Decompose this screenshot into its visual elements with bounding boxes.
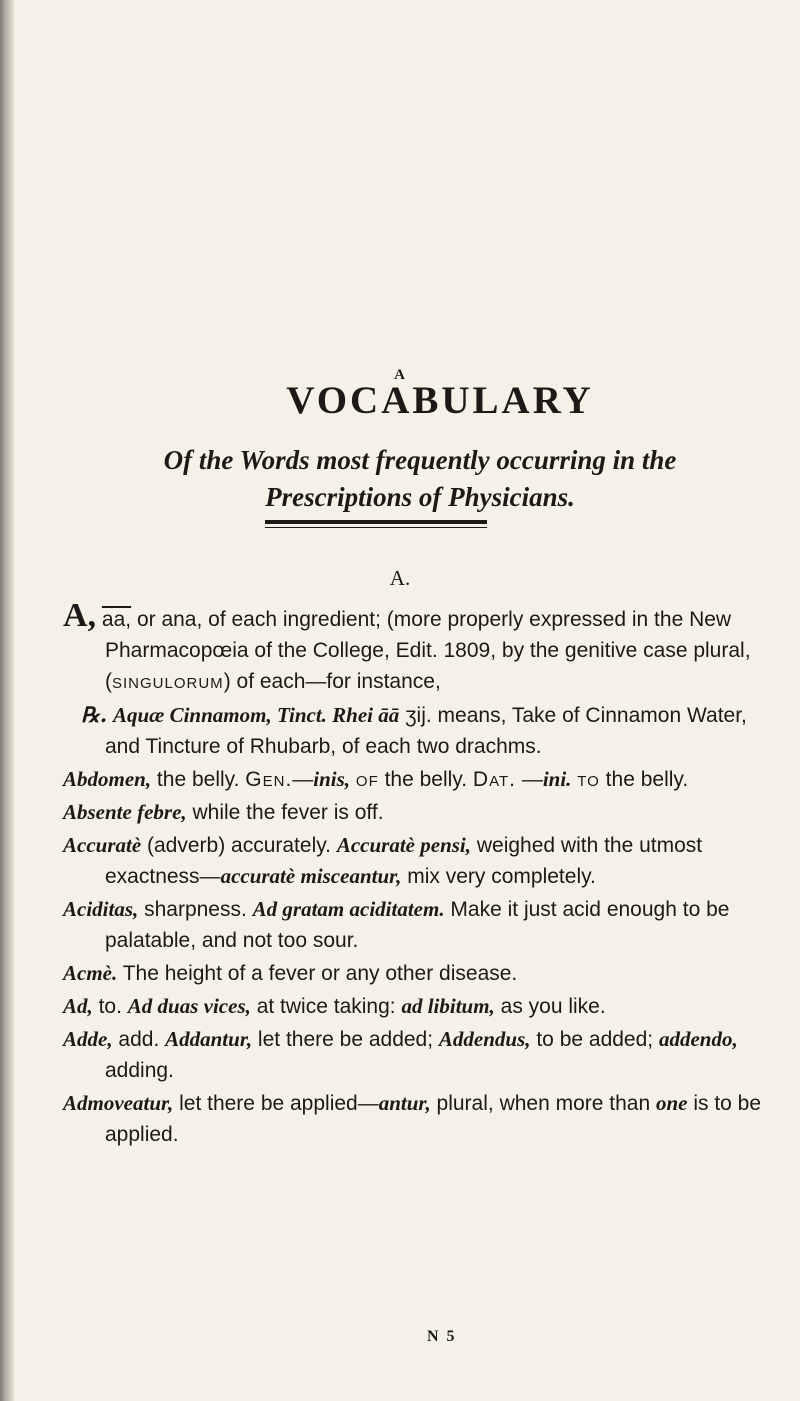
- entry-text: adding.: [105, 1059, 174, 1082]
- entry-text: while the fever is off.: [186, 801, 384, 824]
- entry-head: Aciditas,: [63, 897, 139, 921]
- entry-latin: Aquæ Cinnamom, Tinct. Rhei āā: [112, 703, 400, 727]
- entry-absente-febre: [63, 797, 763, 828]
- entry-head: Absente febre,: [63, 800, 187, 824]
- entry-text: to.: [92, 995, 128, 1018]
- entry-smallcaps: to: [577, 768, 600, 791]
- entry-text: the belly.: [599, 768, 689, 791]
- entry-text: —: [515, 768, 543, 791]
- entry-head: Admoveatur,: [63, 1091, 174, 1115]
- entry-latin: antur,: [378, 1091, 431, 1115]
- entry-aciditas: [63, 894, 763, 956]
- entry-text: mix very completely.: [401, 865, 596, 888]
- entry-text: is to be applied.: [105, 1092, 762, 1146]
- entry-accurate: [63, 830, 763, 892]
- entry-latin: addendo,: [658, 1027, 738, 1051]
- entry-a: [63, 597, 763, 697]
- entry-text: (adverb) accurately.: [141, 834, 337, 857]
- thick-divider: [265, 520, 487, 524]
- entry-smallcaps: of: [355, 768, 379, 791]
- subtitle-line-1: Of the Words most frequently occurring in the: [163, 445, 677, 475]
- entry-head: A,: [63, 597, 97, 634]
- entry-head: Acmè.: [63, 961, 118, 985]
- entry-head: Accuratè: [63, 833, 142, 857]
- thin-divider: [265, 527, 487, 528]
- entry-head: Abdomen,: [63, 767, 152, 791]
- title-article: A: [394, 367, 406, 383]
- entry-admoveatur: [63, 1088, 763, 1150]
- entry-text: sharpness.: [138, 898, 253, 921]
- signature-mark: N 5: [427, 1328, 457, 1345]
- entry-text: —: [292, 768, 314, 791]
- entry-adde: [63, 1024, 763, 1086]
- entry-text: the belly.: [378, 768, 473, 791]
- entry-latin: Accuratè pensi,: [336, 833, 472, 857]
- entry-latin: accuratè misceantur,: [220, 864, 402, 888]
- entry-text: to be added;: [530, 1028, 659, 1051]
- entry-text: means, Take of Cinnamon Water, and Tincture of Rhubarb, of each two drachms.: [105, 704, 747, 758]
- entry-text: at twice taking:: [250, 995, 402, 1018]
- entry-abdomen: [63, 764, 763, 795]
- entry-latin: inis,: [313, 767, 351, 791]
- vocabulary-entries: [63, 597, 763, 1152]
- entry-smallcaps: Gen.: [245, 768, 293, 791]
- entry-text: ) of each—for instance,: [223, 670, 441, 693]
- entry-latin: Ad duas vices,: [127, 994, 251, 1018]
- entry-latin: one: [656, 1091, 688, 1115]
- dose: ʒij.: [405, 704, 432, 727]
- entry-rx-example: [63, 699, 763, 762]
- entry-text: let there be added;: [252, 1028, 439, 1051]
- entry-text: let there be applied—: [173, 1092, 379, 1115]
- entry-smallcaps: singulorum: [112, 670, 224, 693]
- entry-head: Adde,: [63, 1027, 113, 1051]
- section-letter: A.: [389, 566, 411, 590]
- entry-text: the belly.: [151, 768, 246, 791]
- entry-latin: Addendus,: [438, 1027, 531, 1051]
- entry-text: add.: [112, 1028, 166, 1051]
- entry-smallcaps: Dat.: [472, 768, 516, 791]
- page-title: VOCABULARY: [286, 379, 594, 422]
- entry-text: The height of a fever or any other disease.: [117, 962, 518, 985]
- entry-latin: ad libitum,: [401, 994, 495, 1018]
- entry-acme: [63, 958, 763, 989]
- entry-text: or ana, of each ingredient; (more properly expressed in the New Pharmacopœia of the College, Edit. 1809, by the genitive case plural, (: [105, 608, 751, 693]
- entry-text: as you like.: [494, 995, 606, 1018]
- entry-text: Make it just acid enough to be palatable, and not too sour.: [105, 898, 730, 952]
- entry-latin: ini.: [542, 767, 572, 791]
- entry-ad: [63, 991, 763, 1022]
- entry-head: Ad,: [63, 994, 93, 1018]
- recipe-symbol: ℞.: [81, 702, 108, 727]
- entry-latin: Addantur,: [165, 1027, 253, 1051]
- subtitle-line-2: Prescriptions of Physicians.: [265, 482, 575, 512]
- subtitle: [80, 442, 760, 516]
- entry-latin: Ad gratam aciditatem.: [252, 897, 445, 921]
- entry-text: plural, when more than: [430, 1092, 656, 1115]
- entry-abbrev: aa,: [101, 608, 132, 631]
- entry-text: weighed with the utmost exactness—: [105, 834, 703, 888]
